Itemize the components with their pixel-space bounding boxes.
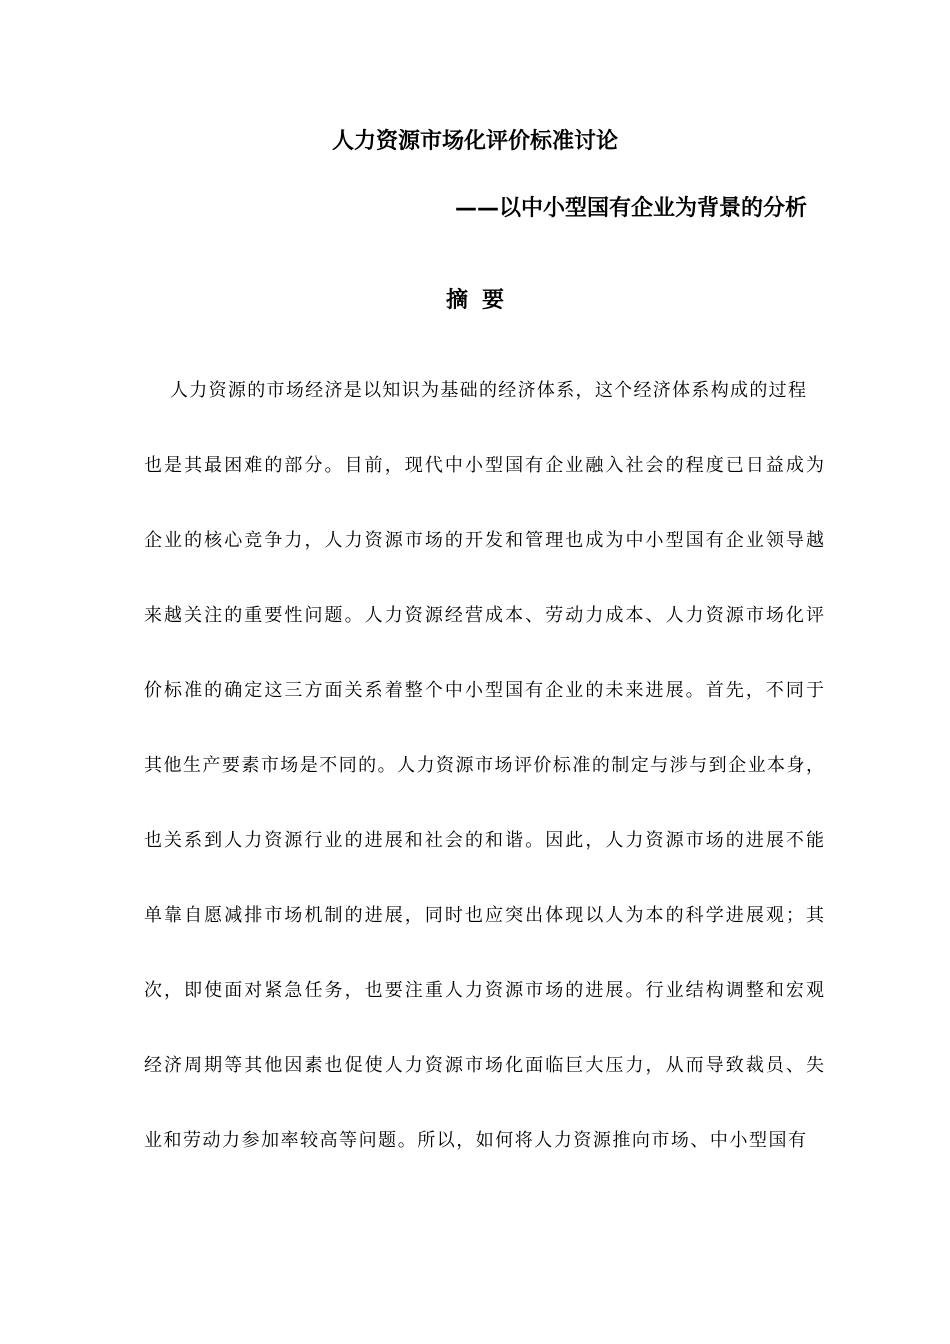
body-line: 也关系到人力资源行业的进展和社会的和谐。因此，人力资源市场的进展不能 [144, 830, 824, 851]
body-line: 经济周期等其他因素也促使人力资源市场化面临巨大压力，从而导致裁员、失 [144, 1055, 824, 1076]
body-line: 也是其最困难的部分。目前，现代中小型国有企业融入社会的程度已日益成为 [144, 455, 824, 476]
document-title: 人力资源市场化评价标准讨论 [331, 129, 618, 154]
body-line: 企业的核心竞争力，人力资源市场的开发和管理也成为中小型国有企业领导越 [144, 530, 824, 551]
body-line: 单靠自愿减排市场机制的进展，同时也应突出体现以人为本的科学进展观；其 [144, 905, 824, 926]
document-subtitle: ——以中小型国有企业为背景的分析 [454, 196, 807, 221]
body-line: 来越关注的重要性问题。人力资源经营成本、劳动力成本、人力资源市场化评 [144, 605, 824, 626]
abstract-heading: 摘要 [445, 288, 518, 313]
body-line: 业和劳动力参加率较高等问题。所以，如何将人力资源推向市场、中小型国有 [144, 1130, 806, 1151]
body-line: 价标准的确定这三方面关系着整个中小型国有企业的未来进展。首先，不同于 [144, 680, 824, 701]
body-line: 其他生产要素市场是不同的。人力资源市场评价标准的制定与涉与到企业本身， [144, 755, 824, 776]
body-line: 人力资源的市场经济是以知识为基础的经济体系，这个经济体系构成的过程 [170, 380, 806, 401]
body-line: 次，即使面对紧急任务，也要注重人力资源市场的进展。行业结构调整和宏观 [144, 980, 824, 1001]
